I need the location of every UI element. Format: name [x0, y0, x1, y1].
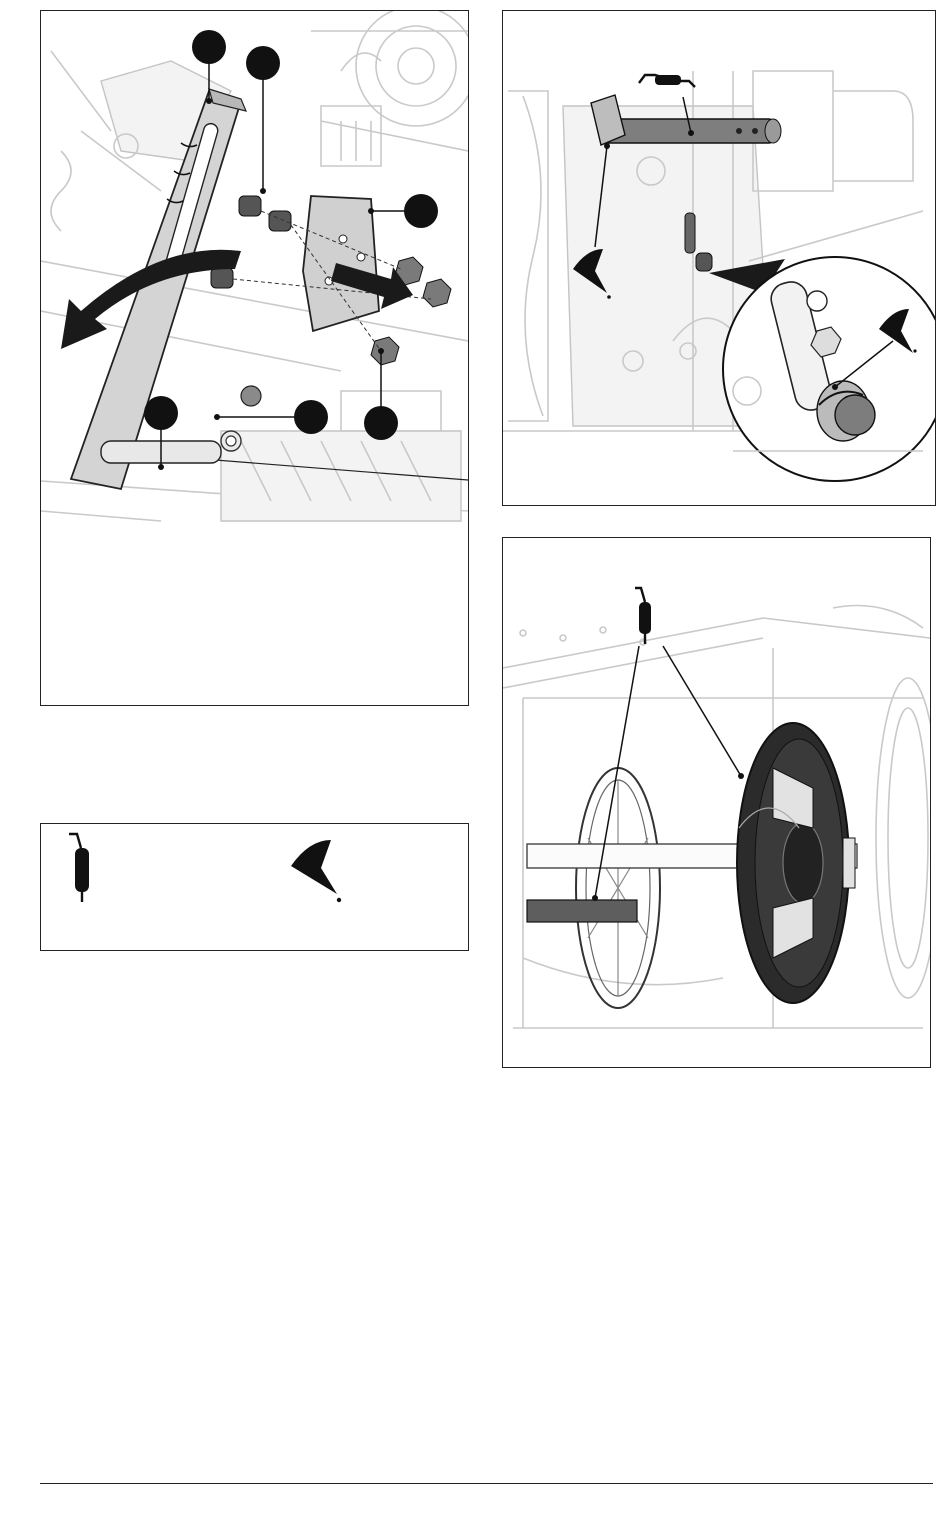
callout-2 — [246, 46, 280, 80]
linkage-arm — [685, 213, 695, 253]
linkage-bushing — [696, 253, 712, 271]
callout-3 — [404, 194, 438, 228]
figure-grease-gear-shaft — [502, 537, 931, 1068]
callout-4 — [144, 396, 178, 430]
figure-a-illustration — [41, 11, 468, 705]
background-machinery — [503, 606, 930, 1029]
callout-6 — [364, 406, 398, 440]
grease-tube-icon — [639, 75, 695, 87]
hex-shaft — [527, 900, 637, 922]
callout-5 — [294, 400, 328, 434]
figure-c-illustration — [503, 538, 930, 1067]
figure-b-illustration — [503, 11, 935, 505]
wheel — [576, 768, 660, 1008]
figure-remove-pedal-plate — [40, 10, 469, 706]
grease-tube-icon — [69, 834, 89, 902]
grease-tube-icon — [635, 588, 651, 644]
lubricant-legend — [40, 823, 469, 951]
bracket-plate — [303, 196, 379, 331]
legend-icons — [41, 824, 468, 950]
sprocket-gear — [737, 723, 855, 1003]
oil-can-icon — [291, 840, 341, 902]
callout-1 — [192, 30, 226, 64]
footer-rule — [40, 1483, 933, 1484]
figure-lubricate-pivot-shaft — [502, 10, 936, 506]
